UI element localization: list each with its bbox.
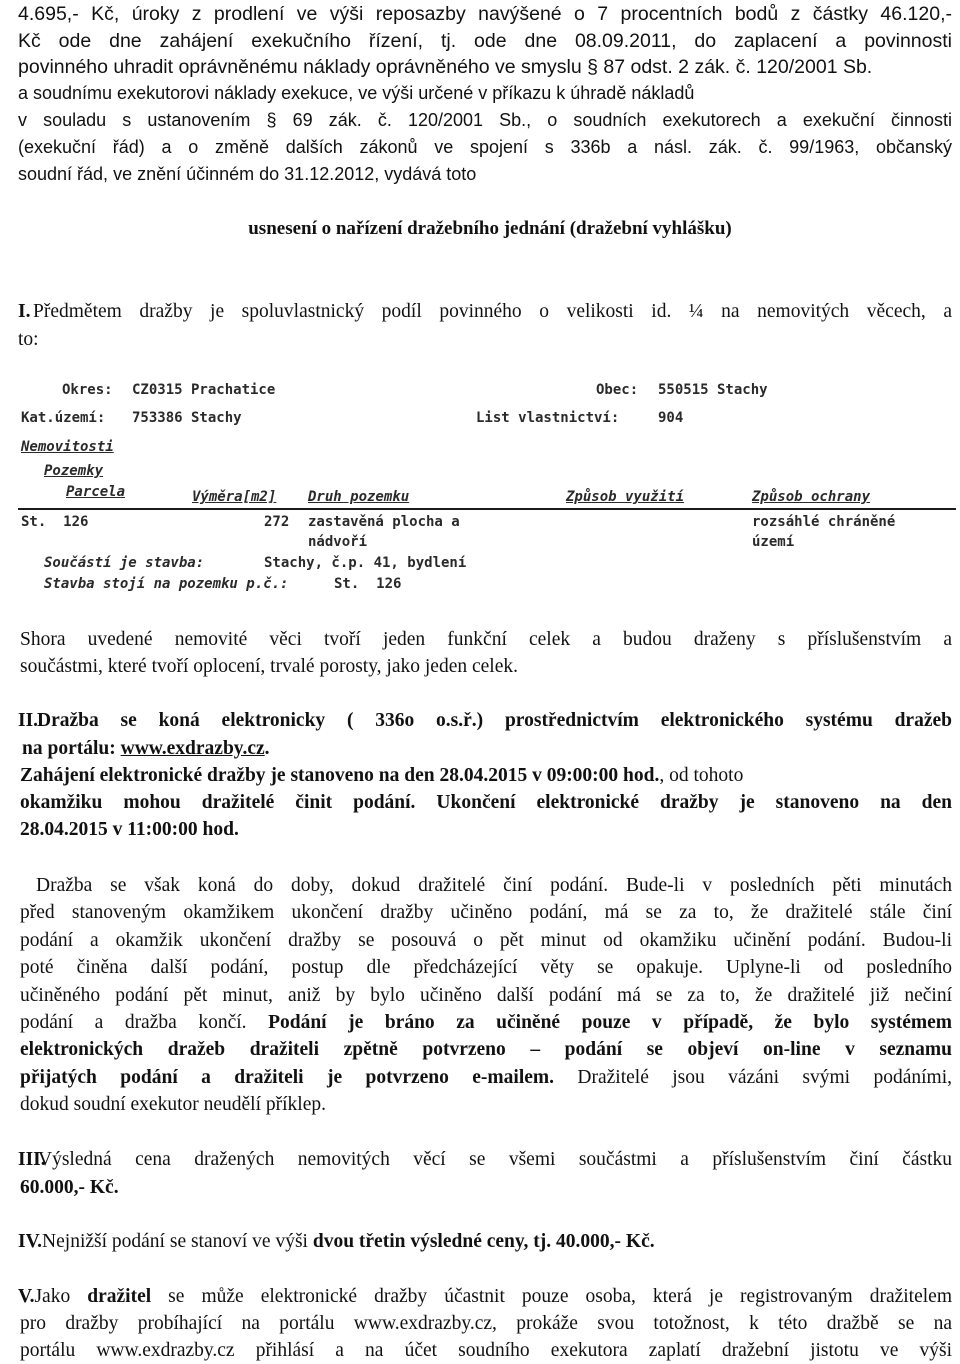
intro-line-7: soudní řád, ve znění účinném do 31.12.2012, vydává toto — [18, 164, 477, 184]
drazba-line-9: dokud soudní exekutor neudělí příklep. — [20, 1094, 326, 1115]
portal-label: na portálu: — [22, 738, 121, 759]
lv-label: List vlastnictví: — [476, 410, 620, 426]
pozemky-label: Pozemky — [44, 463, 104, 479]
section-iii-line-1: Výsledná cena dražených nemovitých věcí se všemi součástmi a příslušenstvím činí částku — [38, 1149, 952, 1170]
intro-line-4: a soudnímu exekutorovi náklady exekuce, ve výši určené v příkazu k úhradě nákladů — [18, 83, 695, 103]
row-ochrana-1: rozsáhlé chráněné — [752, 514, 896, 530]
section-ii-line-3 — [20, 763, 743, 789]
section-ii-line-2 — [22, 736, 270, 762]
okres-label: Okres: — [62, 382, 113, 398]
kat-uzemi-value: 753386 Stachy — [132, 410, 242, 426]
lv-value: 904 — [658, 410, 684, 426]
drazba-line-1: Dražba se však koná do doby, dokud dražitelé činí podání. Bude-li v posledních pěti minutách — [36, 875, 952, 896]
table-rule — [18, 508, 956, 510]
section-iv-text: Nejnižší podání se stanoví ve výši — [42, 1231, 313, 1252]
column-zpusob-vyuziti: Způsob využití — [566, 489, 685, 505]
document-heading: usnesení o nařízení dražebního jednání (dražební vyhlášku) — [248, 218, 732, 239]
row-parcela: St. 126 — [21, 514, 89, 530]
stoji-value: St. 126 — [334, 576, 402, 592]
obec-value: 550515 Stachy — [658, 382, 768, 398]
column-druh-pozemku: Druh pozemku — [308, 489, 410, 505]
drazba-line-8 — [20, 1065, 952, 1091]
section-i-number: I. — [18, 301, 31, 322]
section-v-line-1 — [18, 1284, 952, 1310]
section-v-text: se může elektronické dražby účastnit pouze osoba, která je registrovaným dražitelem — [151, 1286, 952, 1307]
section-iv-number: IV. — [18, 1231, 43, 1252]
shora-line-2: součástmi, které tvoří oplocení, trvalé porosty, jako jeden celek. — [20, 656, 518, 677]
section-v-number: V. — [18, 1286, 35, 1307]
drazitele-vazani: Dražitelé jsou vázáni svými podáními, — [554, 1067, 952, 1088]
period: . — [264, 738, 270, 759]
exdrazby-link[interactable]: www.exdrazby.cz — [120, 738, 265, 759]
podani-condition: Podání je bráno za učiněné pouze v případě, že bylo systémem — [268, 1012, 952, 1033]
stoji-label: Stavba stojí na pozemku p.č.: — [44, 576, 289, 592]
drazba-konci: podání a dražba končí. — [20, 1012, 269, 1033]
stavba-label: Součástí je stavba: — [44, 555, 205, 571]
column-zpusob-ochrany: Způsob ochrany — [752, 489, 871, 505]
section-iv — [18, 1229, 655, 1255]
shora-line-1: Shora uvedené nemovité věci tvoří jeden funkční celek a budou draženy s příslušenstvím a — [20, 629, 952, 650]
row-ochrana-2: území — [752, 534, 795, 550]
section-iii-number: III. — [18, 1149, 46, 1170]
section-iv-amount: dvou třetin výsledné ceny, tj. 40.000,- Kč. — [312, 1231, 655, 1252]
drazba-line-2: před stanoveným okamžikem ukončení dražby učiněno podání, má se za to, že dražitelé stále činí — [20, 902, 952, 923]
drazba-line-3: podání a okamžik ukončení dražby se posouvá o pět minut od okamžiku učinění podání. Budou-li — [20, 930, 952, 951]
section-ii-number: II. — [18, 710, 39, 731]
okres-value: CZ0315 Prachatice — [132, 382, 276, 398]
kat-uzemi-label: Kat.území: — [21, 410, 106, 426]
parcela-label: Parcela — [66, 484, 126, 500]
nemovitosti-label: Nemovitosti — [21, 439, 114, 455]
start-time: Zahájení elektronické dražby je stanoveno na den 28.04.2015 v 09:00:00 hod. — [20, 765, 660, 786]
drazba-line-4: poté činěna další podání, postup dle předcházející věty se opakuje. Uplyne-li od posledního — [20, 957, 952, 978]
intro-line-5: v souladu s ustanovením § 69 zák. č. 120/2001 Sb., o soudních exekutorech a exekuční činnosti — [18, 110, 952, 130]
drazba-line-7: elektronických dražeb dražiteli zpětně potvrzeno – podání se objeví on-line v seznamu — [20, 1039, 952, 1060]
section-ii-line-4: okamžiku mohou dražitelé činit podání. Ukončení elektronické dražby je stanoveno na den — [20, 792, 952, 813]
jako: Jako — [34, 1286, 88, 1307]
intro-line-6: (exekuční řád) a o změně dalších zákonů ve spojení s 336b a násl. zák. č. 99/1963, občanský — [18, 137, 952, 157]
row-vymera: 272 — [264, 514, 290, 530]
section-v-line-3: portálu www.exdrazby.cz přihlásí a na účet soudního exekutora zaplatí dražební jistotu ve výši — [20, 1340, 952, 1361]
start-time-tail: , od tohoto — [659, 765, 744, 786]
drazba-line-5: učiněného podání pět minut, aniž by bylo učiněno další podání má se za to, že dražitelé již nečiní — [20, 985, 952, 1006]
obec-label: Obec: — [596, 382, 639, 398]
drazba-line-6 — [20, 1010, 952, 1036]
intro-line-3: povinného uhradit oprávněnému náklady oprávněného ve smyslu § 87 odst. 2 zák. č. 120/2001 Sb. — [18, 56, 873, 78]
section-i-line-1: Předmětem dražby je spoluvlastnický podíl povinného o velikosti id. ¼ na nemovitých věcech, a — [33, 301, 952, 322]
section-iii-line-2: 60.000,- Kč. — [20, 1177, 119, 1198]
column-vymera: Výměra[m2] — [192, 489, 277, 505]
drazitel-term: dražitel — [87, 1286, 152, 1307]
stavba-value: Stachy, č.p. 41, bydlení — [264, 555, 467, 571]
intro-line-2: Kč ode dne zahájení exekučního řízení, tj. ode dne 08.09.2011, do zaplacení a povinnosti — [18, 30, 952, 52]
row-druh-1: zastavěná plocha a — [308, 514, 460, 530]
section-ii-line-5: 28.04.2015 v 11:00:00 hod. — [20, 819, 239, 840]
confirmed-email: přijatých podání a dražiteli je potvrzeno e-mailem. — [20, 1067, 555, 1088]
section-i-line-2: to: — [18, 329, 39, 350]
section-v-line-2: pro dražby probíhající na portálu www.exdrazby.cz, prokáže svou totožnost, k této dražbě se na — [20, 1313, 952, 1334]
row-druh-2: nádvoří — [308, 534, 368, 550]
section-ii-line-1: Dražba se koná elektronicky ( 336o o.s.ř.) prostřednictvím elektronického systému dražeb — [37, 710, 952, 731]
intro-line-1: 4.695,- Kč, úroky z prodlení ve výši reposazby navýšené o 7 procentních bodů z částky 46.120,- — [18, 3, 952, 25]
